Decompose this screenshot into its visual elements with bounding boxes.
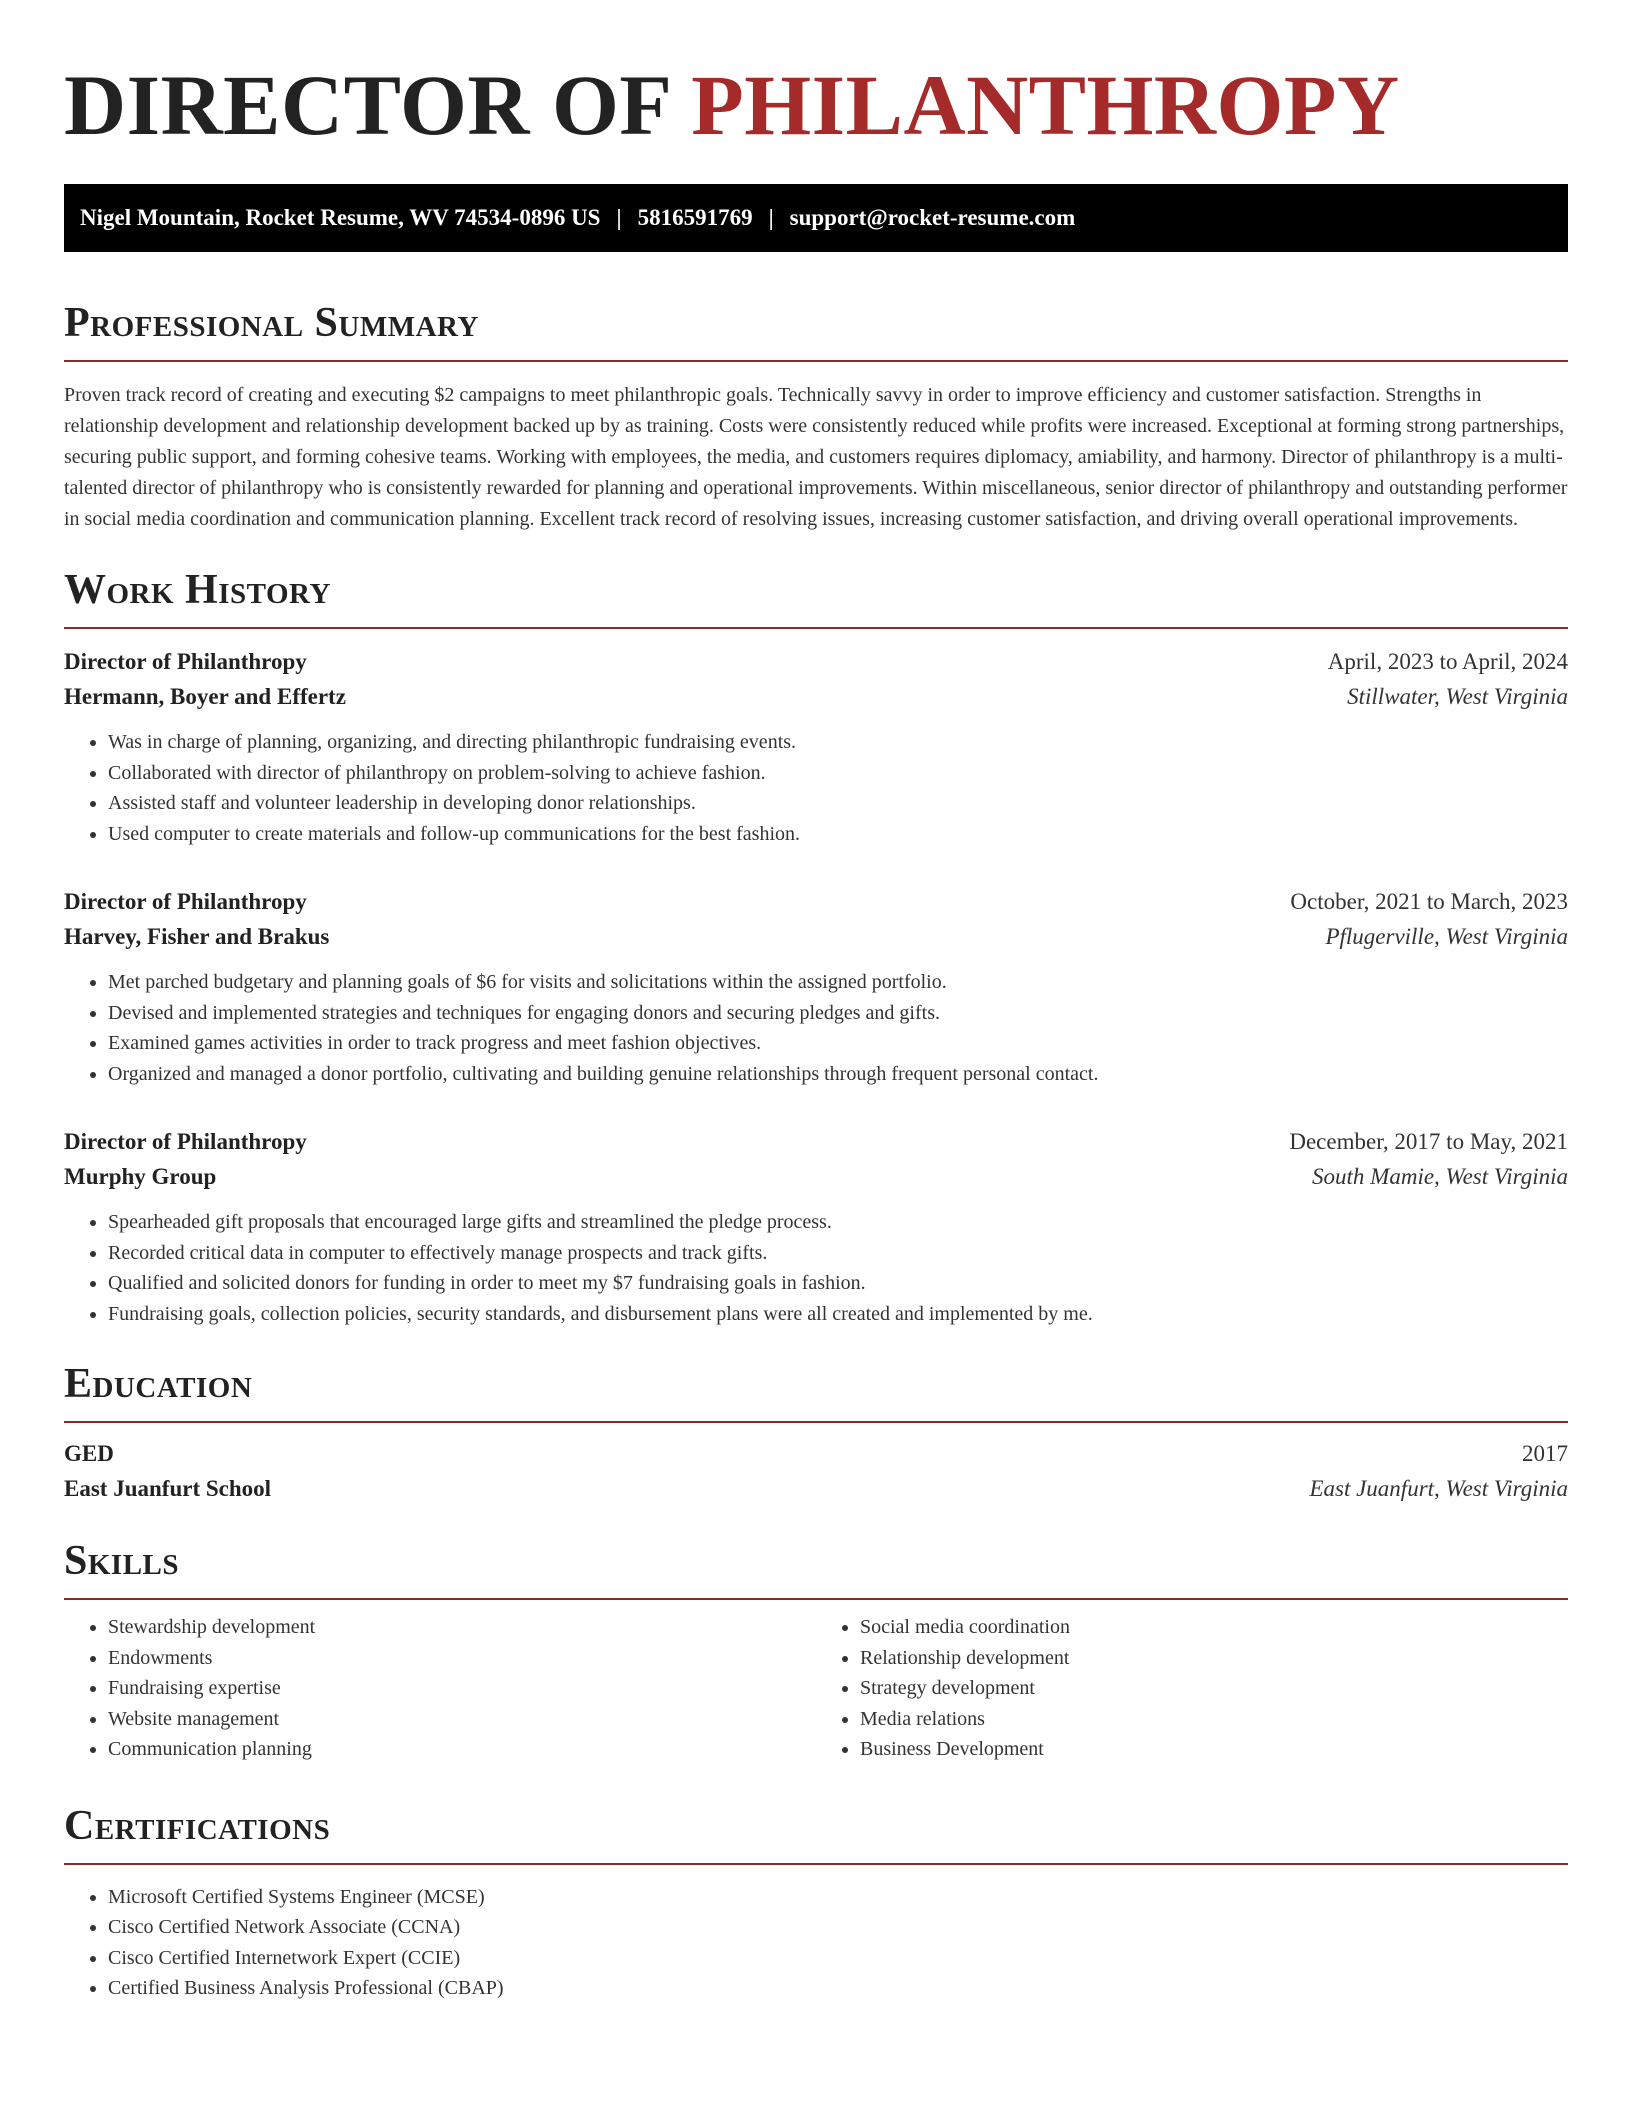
contact-separator: | — [768, 205, 774, 230]
skill-item: • Media relations — [860, 1704, 1568, 1735]
page-title — [64, 57, 1568, 153]
contact-email: support@rocket-resume.com — [789, 205, 1076, 230]
contact-separator: | — [616, 205, 622, 230]
education-year: 2017 — [1522, 1441, 1568, 1466]
skills-column-left — [64, 1612, 816, 1765]
certification-item: • Cisco Certified Internetwork Expert (CCIE) — [108, 1943, 1568, 1974]
skill-item: • Endowments — [108, 1643, 816, 1674]
job-company: Murphy Group — [64, 1164, 217, 1189]
list-item: • Collaborated with director of philanthropy on problem-solving to achieve fashion. — [108, 758, 1568, 789]
skill-item: • Website management — [108, 1704, 816, 1735]
title-accent: PHILANTHROPY — [691, 57, 1400, 153]
contact-phone: 5816591769 — [637, 205, 753, 230]
job-title: Director of Philanthropy — [64, 649, 307, 674]
job-location: Stillwater, West Virginia — [1347, 684, 1568, 709]
job-title: Director of Philanthropy — [64, 1129, 307, 1154]
job-bullets — [64, 1207, 1568, 1329]
job-dates: December, 2017 to May, 2021 — [1289, 1129, 1568, 1154]
skill-item: • Social media coordination — [860, 1612, 1568, 1643]
list-item: • Fundraising goals, collection policies, security standards, and disbursement plans were all created and implemented by me. — [108, 1299, 1568, 1330]
summary-section — [64, 302, 1568, 535]
certification-item: • Cisco Certified Network Associate (CCNA) — [108, 1912, 1568, 1943]
skill-item: • Strategy development — [860, 1673, 1568, 1704]
list-item: • Devised and implemented strategies and techniques for engaging donors and securing pledges and gifts. — [108, 998, 1568, 1029]
job-bullets — [64, 967, 1568, 1089]
list-item: • Was in charge of planning, organizing, and directing philanthropic fundraising events. — [108, 727, 1568, 758]
education-section — [64, 1363, 1568, 1502]
job-location: Pflugerville, West Virginia — [1325, 924, 1568, 949]
list-item: • Examined games activities in order to track progress and meet fashion objectives. — [108, 1028, 1568, 1059]
work-history-section — [64, 569, 1568, 1329]
certifications-section — [64, 1802, 1568, 2004]
education-location: East Juanfurt, West Virginia — [1309, 1476, 1568, 1501]
education-degree: GED — [64, 1441, 114, 1466]
list-item: • Qualified and solicited donors for funding in order to meet my $7 fundraising goals in fashion. — [108, 1268, 1568, 1299]
list-item: • Assisted staff and volunteer leadership in developing donor relationships. — [108, 788, 1568, 819]
job-entry — [64, 649, 1568, 849]
work-history-heading: Work History — [64, 569, 1568, 629]
job-entry — [64, 1129, 1568, 1329]
title-main: DIRECTOR OF — [64, 57, 692, 153]
summary-text: Proven track record of creating and executing $2 campaigns to meet philanthropic goals. Technically savvy in order to improve efficiency and customer satisfaction. Strengths in relationship development and relationship development backed up by as training. Costs were consistently reduced while profits were increased. Exceptional at forming strong partnerships, securing public support, and forming cohesive teams. Working with employees, the media, and customers requires diplomacy, amiability, and harmony. Director of philanthropy is a multi-talented director of philanthropy who is consistently rewarded for planning and operational improvements. Within miscellaneous, senior director of philanthropy and outstanding performer in social media coordination and communication planning. Excellent track record of resolving issues, increasing customer satisfaction, and driving overall operational improvements. — [64, 384, 1568, 530]
list-item: • Spearheaded gift proposals that encouraged large gifts and streamlined the pledge process. — [108, 1207, 1568, 1238]
skills-grid — [64, 1612, 1568, 1765]
job-location: South Mamie, West Virginia — [1312, 1164, 1568, 1189]
list-item: • Recorded critical data in computer to effectively manage prospects and track gifts. — [108, 1238, 1568, 1269]
certifications-list — [64, 1882, 1568, 2004]
skills-column-right — [816, 1612, 1568, 1765]
job-dates: April, 2023 to April, 2024 — [1327, 649, 1568, 674]
skill-item: • Business Development — [860, 1734, 1568, 1765]
skill-item: • Stewardship development — [108, 1612, 816, 1643]
education-heading: Education — [64, 1363, 1568, 1423]
skill-item: • Fundraising expertise — [108, 1673, 816, 1704]
summary-heading: Professional Summary — [64, 302, 1568, 362]
list-item: • Organized and managed a donor portfolio, cultivating and building genuine relationships through frequent personal contact. — [108, 1059, 1568, 1090]
contact-bar — [64, 184, 1568, 252]
skills-section — [64, 1540, 1568, 1765]
job-bullets — [64, 727, 1568, 849]
job-dates: October, 2021 to March, 2023 — [1290, 889, 1568, 914]
certification-item: • Microsoft Certified Systems Engineer (MCSE) — [108, 1882, 1568, 1913]
job-title: Director of Philanthropy — [64, 889, 307, 914]
education-school: East Juanfurt School — [64, 1476, 272, 1501]
list-item: • Met parched budgetary and planning goals of $6 for visits and solicitations within the assigned portfolio. — [108, 967, 1568, 998]
job-company: Hermann, Boyer and Effertz — [64, 684, 346, 709]
job-company: Harvey, Fisher and Brakus — [64, 924, 330, 949]
skills-heading: Skills — [64, 1540, 1568, 1600]
skill-item: • Communication planning — [108, 1734, 816, 1765]
certifications-heading: Certifications — [64, 1805, 1568, 1865]
skill-item: • Relationship development — [860, 1643, 1568, 1674]
education-entry — [64, 1441, 1568, 1502]
certification-item: • Certified Business Analysis Professional (CBAP) — [108, 1973, 1568, 2004]
list-item: • Used computer to create materials and follow-up communications for the best fashion. — [108, 819, 1568, 850]
contact-address: Nigel Mountain, Rocket Resume, WV 74534-0896 US — [80, 205, 601, 230]
job-entry — [64, 889, 1568, 1089]
